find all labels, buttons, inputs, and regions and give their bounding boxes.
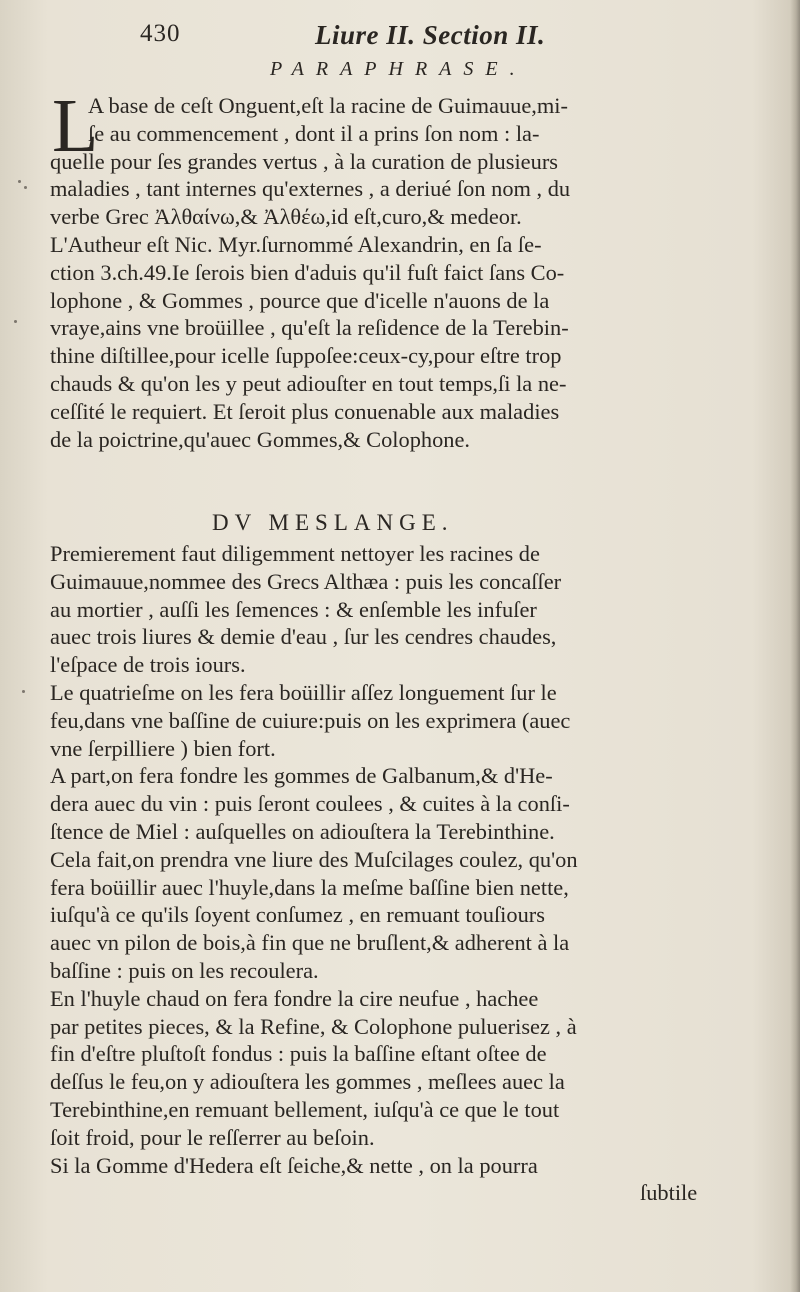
text-line: baſſine : puis on les recoulera. — [50, 957, 319, 983]
catchword: ſubtile — [640, 1180, 698, 1206]
ink-speck — [18, 180, 21, 183]
subheading-du-meslange: DV MESLANGE. — [212, 510, 454, 535]
text-line: auec trois liures & demie d'eau , ſur les cendres chaudes, — [50, 624, 557, 650]
text-line: thine diſtillee,pour icelle ſuppoſee:ceux-cy,pour eſtre trop — [50, 343, 562, 369]
ink-speck — [14, 320, 17, 323]
ink-speck — [22, 690, 25, 693]
ink-speck — [24, 186, 27, 189]
text-line: deſſus le feu,on y adiouſtera les gommes , meſlees auec la — [50, 1069, 565, 1095]
text-line: A base de ceſt Onguent,eſt la racine de Guimauue,mi- — [88, 93, 568, 118]
text-line: ſe au commencement , dont il a prins ſon nom : la- — [88, 120, 540, 146]
text-line: au mortier , auſſi les ſemences : & enſemble les infuſer — [50, 596, 537, 622]
text-line: quelle pour ſes grandes vertus , à la curation de plusieurs — [50, 148, 558, 174]
section-heading: PARAPHRASE. — [270, 58, 527, 80]
text-line: iuſqu'à ce qu'ils ſoyent conſumez , en remuant touſiours — [50, 902, 545, 928]
text-line: Si la Gomme d'Hedera eſt ſeiche,& nette , on la pourra — [50, 1152, 538, 1178]
text-line: fin d'eſtre pluſtoſt fondus : puis la baſſine eſtant oſtee de — [50, 1041, 547, 1067]
text-line: Le quatrieſme on les fera boüillir aſſez longuement ſur le — [50, 679, 557, 705]
text-line: maladies , tant internes qu'externes , a deriué ſon nom , du — [50, 176, 571, 202]
text-line: de la poictrine,qu'auec Gommes,& Colophone. — [50, 426, 471, 452]
text-line: Premierement faut diligemment nettoyer les racines de — [50, 541, 540, 566]
paragraph-meslange — [50, 540, 782, 1207]
running-head — [140, 20, 780, 60]
text-line: ceſſité le requiert. Et ſeroit plus conuenable aux maladies — [50, 398, 560, 424]
text-line: Terebinthine,en remuant bellement, iuſqu'à ce que le tout — [50, 1096, 560, 1122]
text-line: lophone , & Gommes , pource que d'icelle n'auons de la — [50, 287, 550, 313]
text-line: L'Autheur eſt Nic. Myr.ſurnommé Alexandrin, en ſa ſe- — [50, 231, 542, 257]
text-line: feu,dans vne baſſine de cuiure:puis on les exprimera (auec — [50, 707, 571, 733]
page-number: 430 — [140, 20, 181, 47]
drop-cap: L — [52, 84, 99, 168]
text-line: dera auec du vin : puis ſeront coulees , & cuites à la conſi- — [50, 791, 570, 817]
text-line: chauds & qu'on les y peut adiouſter en tout temps,ſi la ne- — [50, 370, 567, 396]
text-line: vne ſerpilliere ) bien fort. — [50, 735, 276, 761]
text-line: ſtence de Miel : auſquelles on adiouſtera la Terebinthine. — [50, 818, 555, 844]
text-line: A part,on fera fondre les gommes de Galbanum,& d'He- — [50, 763, 553, 789]
page-edge-shadow — [790, 0, 800, 1292]
text-line: vraye,ains vne broüillee , qu'eſt la reſidence de la Terebin- — [50, 315, 569, 341]
text-line: ſoit froid, pour le reſſerrer au beſoin. — [50, 1124, 375, 1150]
text-line: En l'huyle chaud on fera fondre la cire neufue , hachee — [50, 985, 539, 1011]
text-line: Cela fait,on prendra vne liure des Muſcilages coulez, qu'on — [50, 846, 578, 872]
text-line: fera boüillir auec l'huyle,dans la meſme baſſine bien nette, — [50, 874, 569, 900]
running-head-title: Liure II. Section II. — [315, 20, 546, 50]
text-line: l'eſpace de trois iours. — [50, 652, 246, 678]
paragraph-paraphrase — [50, 92, 782, 453]
text-line: Guimauue,nommee des Grecs Althæa : puis les concaſſer — [50, 568, 562, 594]
text-line: auec vn pilon de bois,à fin que ne bruſlent,& adherent à la — [50, 930, 570, 956]
text-line: ction 3.ch.49.Ie ſerois bien d'aduis qu'il fuſt faict ſans Co- — [50, 259, 565, 285]
text-line: verbe Grec Ἀλθαίνω,& Ἀλθέω,id eſt,curo,& medeor. — [50, 204, 522, 230]
text-line: par petites pieces, & la Refine, & Colophone puluerisez , à — [50, 1013, 577, 1039]
